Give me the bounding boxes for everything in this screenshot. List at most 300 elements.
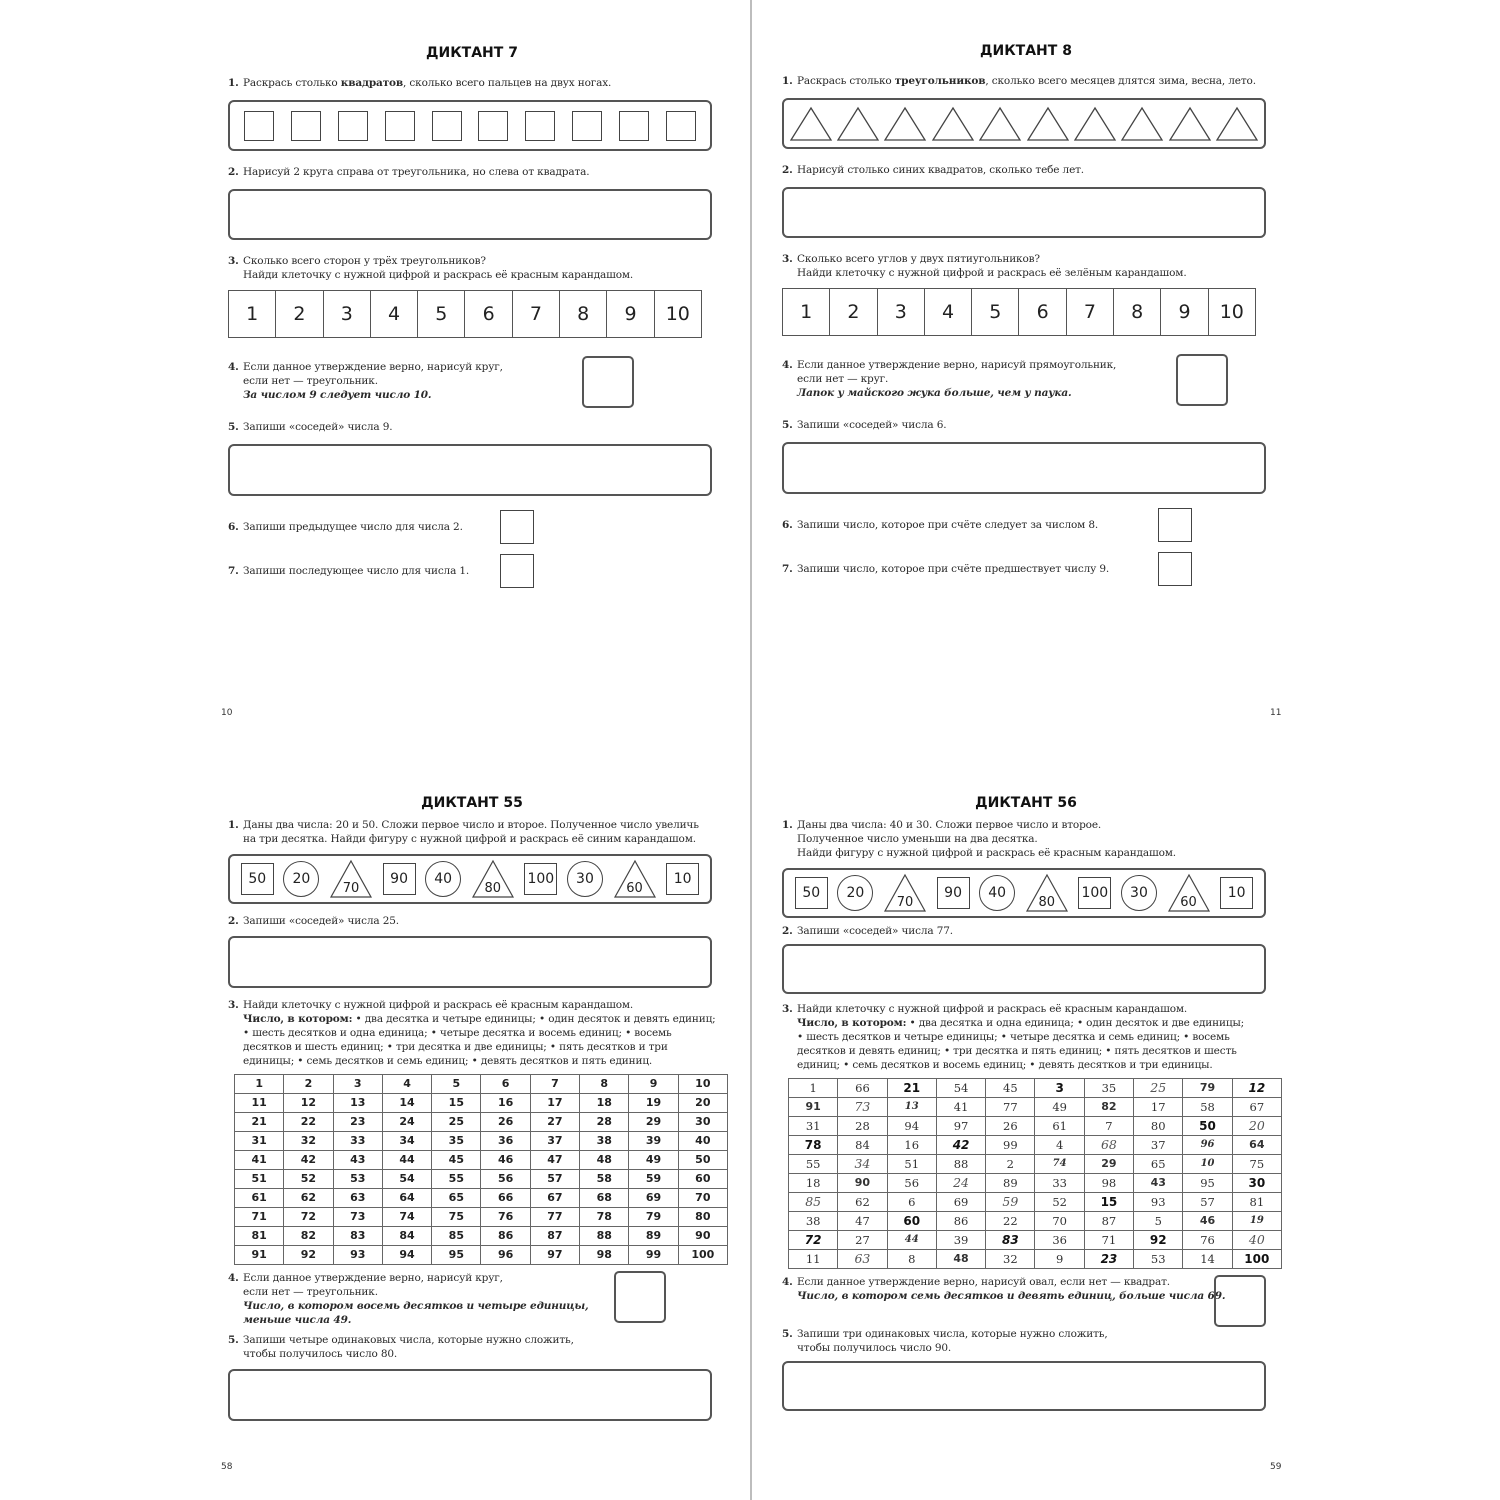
circle-figure[interactable]: 30 xyxy=(1121,875,1157,911)
grid-cell[interactable]: 69 xyxy=(629,1189,678,1208)
triangle-shape[interactable] xyxy=(883,106,927,142)
triangle-figure[interactable] xyxy=(1025,873,1069,913)
grid-cell[interactable]: 83 xyxy=(986,1231,1035,1250)
triangle-shape[interactable] xyxy=(1215,106,1259,142)
grid-cell[interactable]: 82 xyxy=(1084,1098,1133,1117)
triangle-figure[interactable] xyxy=(1167,873,1211,913)
grid-cell[interactable]: 61 xyxy=(235,1189,284,1208)
grid-cell[interactable]: 40 xyxy=(678,1132,727,1151)
grid-cell[interactable]: 29 xyxy=(629,1113,678,1132)
grid-cell[interactable]: 100 xyxy=(678,1246,727,1265)
grid-cell[interactable]: 81 xyxy=(235,1227,284,1246)
grid-cell[interactable]: 37 xyxy=(530,1132,579,1151)
square-shape[interactable] xyxy=(385,111,415,141)
grid-cell[interactable]: 76 xyxy=(1183,1231,1232,1250)
number-cell[interactable]: 7 xyxy=(1067,289,1114,335)
grid-cell[interactable]: 63 xyxy=(333,1189,382,1208)
grid-cell[interactable]: 70 xyxy=(1035,1212,1084,1231)
grid-cell[interactable]: 5 xyxy=(432,1075,481,1094)
grid-cell[interactable]: 65 xyxy=(1134,1155,1183,1174)
question-text: на три десятка. Найди фигуру с нужной цифрой и раскрась её синим карандашом. xyxy=(243,833,696,845)
grid-cell[interactable]: 25 xyxy=(1134,1079,1183,1098)
grid-cell[interactable]: 88 xyxy=(936,1155,985,1174)
grid-cell[interactable]: 12 xyxy=(284,1094,333,1113)
grid-cell[interactable]: 42 xyxy=(284,1151,333,1170)
question-4 xyxy=(782,1275,1226,1303)
grid-cell[interactable]: 72 xyxy=(284,1208,333,1227)
grid-cell[interactable]: 9 xyxy=(1035,1250,1084,1269)
answer-cell[interactable] xyxy=(500,510,534,544)
grid-cell[interactable]: 90 xyxy=(838,1174,887,1193)
grid-cell[interactable]: 62 xyxy=(284,1189,333,1208)
grid-cell[interactable]: 91 xyxy=(235,1246,284,1265)
triangle-shape[interactable] xyxy=(789,106,833,142)
grid-cell[interactable]: 50 xyxy=(1183,1117,1232,1136)
number-cell[interactable]: 2 xyxy=(276,291,323,337)
number-cell[interactable]: 9 xyxy=(607,291,654,337)
question-text: , сколько всего пальцев на двух ногах. xyxy=(403,77,612,89)
grid-cell[interactable]: 91 xyxy=(789,1098,838,1117)
square-shape[interactable] xyxy=(244,111,274,141)
circle-figure[interactable]: 30 xyxy=(567,861,603,897)
number-cell[interactable]: 2 xyxy=(830,289,877,335)
grid-cell[interactable]: 16 xyxy=(887,1136,936,1155)
grid-cell[interactable]: 44 xyxy=(887,1231,936,1250)
grid-cell[interactable]: 71 xyxy=(1084,1231,1133,1250)
grid-cell[interactable]: 7 xyxy=(1084,1117,1133,1136)
answer-cell[interactable] xyxy=(1158,508,1192,542)
grid-cell[interactable]: 63 xyxy=(838,1250,887,1269)
grid-cell[interactable]: 60 xyxy=(887,1212,936,1231)
grid-cell[interactable]: 7 xyxy=(530,1075,579,1094)
grid-cell[interactable]: 66 xyxy=(481,1189,530,1208)
grid-row xyxy=(789,1136,1282,1155)
grid-cell[interactable]: 47 xyxy=(838,1212,887,1231)
triangle-figure[interactable] xyxy=(471,859,515,899)
grid-cell[interactable]: 62 xyxy=(838,1193,887,1212)
grid-cell[interactable]: 57 xyxy=(530,1170,579,1189)
grid-cell[interactable]: 51 xyxy=(887,1155,936,1174)
answer-area[interactable] xyxy=(228,1369,712,1421)
grid-cell[interactable]: 79 xyxy=(1183,1079,1232,1098)
grid-cell[interactable]: 11 xyxy=(235,1094,284,1113)
grid-cell[interactable]: 70 xyxy=(678,1189,727,1208)
grid-cell[interactable]: 38 xyxy=(789,1212,838,1231)
grid-cell[interactable]: 68 xyxy=(1084,1136,1133,1155)
grid-cell[interactable]: 23 xyxy=(333,1113,382,1132)
grid-cell[interactable]: 75 xyxy=(432,1208,481,1227)
page-number: 58 xyxy=(221,1462,233,1472)
triangle-shape[interactable] xyxy=(1073,106,1117,142)
grid-cell[interactable]: 54 xyxy=(382,1170,431,1189)
grid-cell[interactable]: 83 xyxy=(333,1227,382,1246)
grid-cell[interactable]: 94 xyxy=(887,1117,936,1136)
grid-cell[interactable]: 13 xyxy=(887,1098,936,1117)
answer-cell[interactable] xyxy=(1158,552,1192,586)
triangle-figure[interactable] xyxy=(329,859,373,899)
number-cell[interactable]: 3 xyxy=(878,289,925,335)
grid-cell[interactable]: 96 xyxy=(1183,1136,1232,1155)
grid-cell[interactable]: 3 xyxy=(1035,1079,1084,1098)
grid-cell[interactable]: 1 xyxy=(789,1079,838,1098)
grid-cell[interactable]: 40 xyxy=(1232,1231,1281,1250)
grid-cell[interactable]: 95 xyxy=(432,1246,481,1265)
answer-cell[interactable] xyxy=(500,554,534,588)
grid-cell[interactable]: 52 xyxy=(284,1170,333,1189)
grid-cell[interactable]: 25 xyxy=(432,1113,481,1132)
question-text: Если данное утверждение верно, нарисуй овал, если нет — квадрат. xyxy=(797,1276,1170,1288)
grid-cell[interactable]: 97 xyxy=(530,1246,579,1265)
grid-cell[interactable]: 93 xyxy=(1134,1193,1183,1212)
grid-cell[interactable]: 41 xyxy=(235,1151,284,1170)
grid-cell[interactable]: 73 xyxy=(838,1098,887,1117)
grid-cell[interactable]: 19 xyxy=(1232,1212,1281,1231)
grid-cell[interactable]: 9 xyxy=(629,1075,678,1094)
number-cell[interactable]: 4 xyxy=(925,289,972,335)
grid-cell[interactable]: 92 xyxy=(284,1246,333,1265)
grid-cell[interactable]: 14 xyxy=(382,1094,431,1113)
number-cell[interactable]: 5 xyxy=(418,291,465,337)
grid-cell[interactable]: 1 xyxy=(235,1075,284,1094)
grid-cell[interactable]: 53 xyxy=(1134,1250,1183,1269)
square-figure[interactable]: 50 xyxy=(241,863,274,895)
grid-cell[interactable]: 45 xyxy=(986,1079,1035,1098)
grid-cell[interactable]: 68 xyxy=(580,1189,629,1208)
grid-cell[interactable]: 17 xyxy=(1134,1098,1183,1117)
triangle-shape[interactable] xyxy=(1120,106,1164,142)
number-cell[interactable]: 10 xyxy=(665,303,690,325)
grid-cell[interactable]: 84 xyxy=(838,1136,887,1155)
grid-cell[interactable]: 27 xyxy=(530,1113,579,1132)
grid-cell[interactable]: 47 xyxy=(530,1151,579,1170)
grid-cell[interactable]: 57 xyxy=(1183,1193,1232,1212)
number-cell[interactable]: 3 xyxy=(324,291,371,337)
number-cell[interactable]: 5 xyxy=(972,289,1019,335)
grid-cell[interactable]: 28 xyxy=(580,1113,629,1132)
grid-cell[interactable]: 4 xyxy=(1035,1136,1084,1155)
grid-cell[interactable]: 56 xyxy=(887,1174,936,1193)
grid-cell[interactable]: 56 xyxy=(481,1170,530,1189)
grid-cell[interactable]: 39 xyxy=(936,1231,985,1250)
grid-cell[interactable]: 32 xyxy=(284,1132,333,1151)
grid-cell[interactable]: 76 xyxy=(481,1208,530,1227)
grid-cell[interactable]: 77 xyxy=(986,1098,1035,1117)
question-number: 7. xyxy=(782,563,793,575)
square-shape[interactable] xyxy=(291,111,321,141)
grid-cell[interactable]: 84 xyxy=(382,1227,431,1246)
grid-cell[interactable]: 54 xyxy=(936,1079,985,1098)
grid-row xyxy=(235,1132,728,1151)
grid-cell[interactable]: 78 xyxy=(580,1208,629,1227)
grid-cell[interactable]: 58 xyxy=(580,1170,629,1189)
grid-cell[interactable]: 100 xyxy=(1232,1250,1281,1269)
grid-cell[interactable]: 44 xyxy=(382,1151,431,1170)
grid-cell[interactable]: 93 xyxy=(333,1246,382,1265)
grid-cell[interactable]: 27 xyxy=(838,1231,887,1250)
grid-cell[interactable]: 36 xyxy=(481,1132,530,1151)
grid-cell[interactable]: 21 xyxy=(887,1079,936,1098)
question-text: чтобы получилось число 90. xyxy=(797,1342,952,1354)
grid-cell[interactable]: 26 xyxy=(481,1113,530,1132)
grid-cell[interactable]: 24 xyxy=(382,1113,431,1132)
grid-cell[interactable]: 98 xyxy=(1084,1174,1133,1193)
square-shape[interactable] xyxy=(619,111,649,141)
circle-figure[interactable]: 20 xyxy=(837,875,873,911)
answer-square[interactable] xyxy=(582,356,634,408)
grid-cell[interactable]: 71 xyxy=(235,1208,284,1227)
square-figure[interactable]: 100 xyxy=(524,863,557,895)
grid-cell[interactable]: 95 xyxy=(1183,1174,1232,1193)
grid-cell[interactable]: 80 xyxy=(678,1208,727,1227)
grid-cell[interactable]: 55 xyxy=(432,1170,481,1189)
grid-cell[interactable]: 21 xyxy=(235,1113,284,1132)
number-cell[interactable]: 7 xyxy=(513,291,560,337)
grid-cell[interactable]: 79 xyxy=(629,1208,678,1227)
square-shape[interactable] xyxy=(572,111,602,141)
grid-cell[interactable]: 15 xyxy=(432,1094,481,1113)
triangle-shape[interactable] xyxy=(931,106,975,142)
grid-cell[interactable]: 43 xyxy=(333,1151,382,1170)
number-cell[interactable]: 8 xyxy=(560,291,607,337)
number-cell[interactable]: 8 xyxy=(1114,289,1161,335)
grid-cell[interactable]: 42 xyxy=(936,1136,985,1155)
grid-cell[interactable]: 31 xyxy=(235,1132,284,1151)
triangle-shape[interactable] xyxy=(1168,106,1212,142)
answer-area[interactable] xyxy=(228,444,712,496)
grid-cell[interactable]: 16 xyxy=(481,1094,530,1113)
number-cell[interactable]: 1 xyxy=(229,291,276,337)
grid-cell[interactable]: 5 xyxy=(1134,1212,1183,1231)
grid-row xyxy=(235,1227,728,1246)
answer-area[interactable] xyxy=(782,944,1266,994)
grid-cell[interactable]: 99 xyxy=(629,1246,678,1265)
grid-cell[interactable]: 87 xyxy=(530,1227,579,1246)
question-text: Даны два числа: 40 и 30. Сложи первое число и второе. xyxy=(797,819,1102,831)
grid-cell[interactable]: 67 xyxy=(530,1189,579,1208)
grid-cell[interactable]: 90 xyxy=(678,1227,727,1246)
square-shape[interactable] xyxy=(525,111,555,141)
question-4-row xyxy=(782,1275,1282,1327)
grid-cell[interactable]: 49 xyxy=(629,1151,678,1170)
grid-cell[interactable]: 46 xyxy=(1183,1212,1232,1231)
grid-cell[interactable]: 87 xyxy=(1084,1212,1133,1231)
grid-cell[interactable]: 48 xyxy=(936,1250,985,1269)
question-4 xyxy=(782,358,1162,400)
square-figure[interactable]: 90 xyxy=(383,863,416,895)
grid-cell[interactable]: 66 xyxy=(838,1079,887,1098)
grid-cell[interactable]: 19 xyxy=(629,1094,678,1113)
triangle-shape[interactable] xyxy=(978,106,1022,142)
grid-cell[interactable]: 67 xyxy=(1232,1098,1281,1117)
grid-cell[interactable]: 64 xyxy=(1232,1136,1281,1155)
grid-cell[interactable]: 82 xyxy=(284,1227,333,1246)
grid-cell[interactable]: 14 xyxy=(1183,1250,1232,1269)
grid-cell[interactable]: 35 xyxy=(1084,1079,1133,1098)
grid-cell[interactable]: 10 xyxy=(678,1075,727,1094)
grid-cell[interactable]: 20 xyxy=(1232,1117,1281,1136)
grid-cell[interactable]: 13 xyxy=(333,1094,382,1113)
drawing-area[interactable] xyxy=(782,187,1266,238)
grid-cell[interactable]: 43 xyxy=(1134,1174,1183,1193)
grid-cell[interactable]: 78 xyxy=(789,1136,838,1155)
grid-cell[interactable]: 86 xyxy=(481,1227,530,1246)
figure-value: 60 xyxy=(626,880,643,896)
grid-cell[interactable]: 80 xyxy=(1134,1117,1183,1136)
grid-cell[interactable]: 51 xyxy=(235,1170,284,1189)
square-figure[interactable]: 100 xyxy=(1078,877,1111,909)
answer-area[interactable] xyxy=(782,442,1266,494)
grid-cell[interactable]: 23 xyxy=(1084,1250,1133,1269)
grid-cell[interactable]: 72 xyxy=(789,1231,838,1250)
grid-cell[interactable]: 85 xyxy=(432,1227,481,1246)
grid-cell[interactable]: 99 xyxy=(986,1136,1035,1155)
square-shape[interactable] xyxy=(478,111,508,141)
grid-cell[interactable]: 92 xyxy=(1134,1231,1183,1250)
grid-cell[interactable]: 59 xyxy=(629,1170,678,1189)
question-4-row xyxy=(228,1271,728,1327)
square-figure[interactable]: 90 xyxy=(937,877,970,909)
grid-cell[interactable]: 24 xyxy=(936,1174,985,1193)
grid-cell[interactable]: 39 xyxy=(629,1132,678,1151)
grid-cell[interactable]: 8 xyxy=(580,1075,629,1094)
triangle-shape[interactable] xyxy=(836,106,880,142)
grid-cell[interactable]: 11 xyxy=(789,1250,838,1269)
grid-cell[interactable]: 59 xyxy=(986,1193,1035,1212)
grid-cell[interactable]: 30 xyxy=(1232,1174,1281,1193)
grid-cell[interactable]: 75 xyxy=(1232,1155,1281,1174)
grid-cell[interactable]: 97 xyxy=(936,1117,985,1136)
square-shape[interactable] xyxy=(666,111,696,141)
grid-cell[interactable]: 12 xyxy=(1232,1079,1281,1098)
grid-cell[interactable]: 94 xyxy=(382,1246,431,1265)
grid-cell[interactable]: 65 xyxy=(432,1189,481,1208)
grid-cell[interactable]: 6 xyxy=(887,1193,936,1212)
grid-cell[interactable]: 98 xyxy=(580,1246,629,1265)
grid-cell[interactable]: 36 xyxy=(1035,1231,1084,1250)
grid-cell[interactable]: 29 xyxy=(1084,1155,1133,1174)
grid-cell[interactable]: 88 xyxy=(580,1227,629,1246)
grid-cell[interactable]: 64 xyxy=(382,1189,431,1208)
grid-cell[interactable]: 58 xyxy=(1183,1098,1232,1117)
grid-cell[interactable]: 31 xyxy=(789,1117,838,1136)
grid-row xyxy=(789,1193,1282,1212)
question-7 xyxy=(228,564,500,578)
grid-cell[interactable]: 22 xyxy=(986,1212,1035,1231)
grid-cell[interactable]: 73 xyxy=(333,1208,382,1227)
grid-cell[interactable]: 85 xyxy=(789,1193,838,1212)
grid-cell[interactable]: 60 xyxy=(678,1170,727,1189)
square-shape[interactable] xyxy=(432,111,462,141)
square-figure[interactable]: 50 xyxy=(795,877,828,909)
grid-cell[interactable]: 20 xyxy=(678,1094,727,1113)
grid-cell[interactable]: 18 xyxy=(580,1094,629,1113)
drawing-area[interactable] xyxy=(228,189,712,240)
question-text: Даны два числа: 20 и 50. Сложи первое число и второе. Полученное число увеличь xyxy=(243,819,699,831)
grid-cell[interactable]: 2 xyxy=(284,1075,333,1094)
page-dictation-56 xyxy=(782,794,1282,1411)
number-cell[interactable]: 1 xyxy=(783,289,830,335)
square-figure[interactable]: 10 xyxy=(1220,877,1253,909)
grid-cell[interactable]: 35 xyxy=(432,1132,481,1151)
grid-cell[interactable]: 26 xyxy=(986,1117,1035,1136)
circle-figure[interactable]: 40 xyxy=(979,875,1015,911)
grid-cell[interactable]: 45 xyxy=(432,1151,481,1170)
grid-cell[interactable]: 18 xyxy=(789,1174,838,1193)
grid-cell[interactable]: 17 xyxy=(530,1094,579,1113)
grid-cell[interactable]: 74 xyxy=(382,1208,431,1227)
grid-cell[interactable]: 6 xyxy=(481,1075,530,1094)
grid-cell[interactable]: 33 xyxy=(1035,1174,1084,1193)
circle-figure[interactable]: 40 xyxy=(425,861,461,897)
number-cell[interactable]: 9 xyxy=(1161,289,1208,335)
triangle-figure[interactable] xyxy=(613,859,657,899)
question-text: Раскрась столько xyxy=(243,77,341,89)
square-shape[interactable] xyxy=(338,111,368,141)
grid-cell[interactable]: 41 xyxy=(936,1098,985,1117)
grid-cell[interactable]: 46 xyxy=(481,1151,530,1170)
grid-cell[interactable]: 32 xyxy=(986,1250,1035,1269)
grid-row xyxy=(789,1231,1282,1250)
grid-cell[interactable]: 96 xyxy=(481,1246,530,1265)
grid-cell[interactable]: 37 xyxy=(1134,1136,1183,1155)
grid-cell[interactable]: 61 xyxy=(1035,1117,1084,1136)
grid-cell[interactable]: 48 xyxy=(580,1151,629,1170)
triangle-figure[interactable] xyxy=(883,873,927,913)
grid-cell[interactable]: 33 xyxy=(333,1132,382,1151)
grid-cell[interactable]: 77 xyxy=(530,1208,579,1227)
answer-area[interactable] xyxy=(228,936,712,988)
grid-cell[interactable]: 89 xyxy=(629,1227,678,1246)
grid-cell[interactable]: 52 xyxy=(1035,1193,1084,1212)
number-cell[interactable]: 6 xyxy=(1019,289,1066,335)
grid-cell[interactable]: 28 xyxy=(838,1117,887,1136)
grid-cell[interactable]: 34 xyxy=(382,1132,431,1151)
grid-cell[interactable]: 81 xyxy=(1232,1193,1281,1212)
answer-square[interactable] xyxy=(1214,1275,1266,1327)
triangle-shape[interactable] xyxy=(1026,106,1070,142)
grid-row xyxy=(235,1246,728,1265)
grid-cell[interactable]: 89 xyxy=(986,1174,1035,1193)
grid-cell[interactable]: 50 xyxy=(678,1151,727,1170)
grid-cell[interactable]: 4 xyxy=(382,1075,431,1094)
question-text: Нарисуй 2 круга справа от треугольника, но слева от квадрата. xyxy=(243,166,590,178)
grid-cell[interactable]: 2 xyxy=(986,1155,1035,1174)
grid-cell[interactable]: 8 xyxy=(887,1250,936,1269)
grid-cell[interactable]: 38 xyxy=(580,1132,629,1151)
circle-figure[interactable]: 20 xyxy=(283,861,319,897)
grid-cell[interactable]: 3 xyxy=(333,1075,382,1094)
question-number: 2. xyxy=(228,166,239,178)
grid-cell[interactable]: 69 xyxy=(936,1193,985,1212)
number-cell[interactable]: 6 xyxy=(465,291,512,337)
grid-cell[interactable]: 86 xyxy=(936,1212,985,1231)
grid-cell[interactable]: 55 xyxy=(789,1155,838,1174)
answer-square[interactable] xyxy=(1176,354,1228,406)
grid-cell[interactable]: 49 xyxy=(1035,1098,1084,1117)
grid-cell[interactable]: 34 xyxy=(838,1155,887,1174)
grid-cell[interactable]: 53 xyxy=(333,1170,382,1189)
number-cell[interactable]: 4 xyxy=(371,291,418,337)
answer-square[interactable] xyxy=(614,1271,666,1323)
grid-cell[interactable]: 74 xyxy=(1035,1155,1084,1174)
grid-cell[interactable]: 30 xyxy=(678,1113,727,1132)
number-cell[interactable]: 10 xyxy=(1219,301,1244,323)
grid-cell[interactable]: 22 xyxy=(284,1113,333,1132)
square-figure[interactable]: 10 xyxy=(666,863,699,895)
grid-cell[interactable]: 15 xyxy=(1084,1193,1133,1212)
grid-cell[interactable]: 10 xyxy=(1183,1155,1232,1174)
answer-area[interactable] xyxy=(782,1361,1266,1411)
